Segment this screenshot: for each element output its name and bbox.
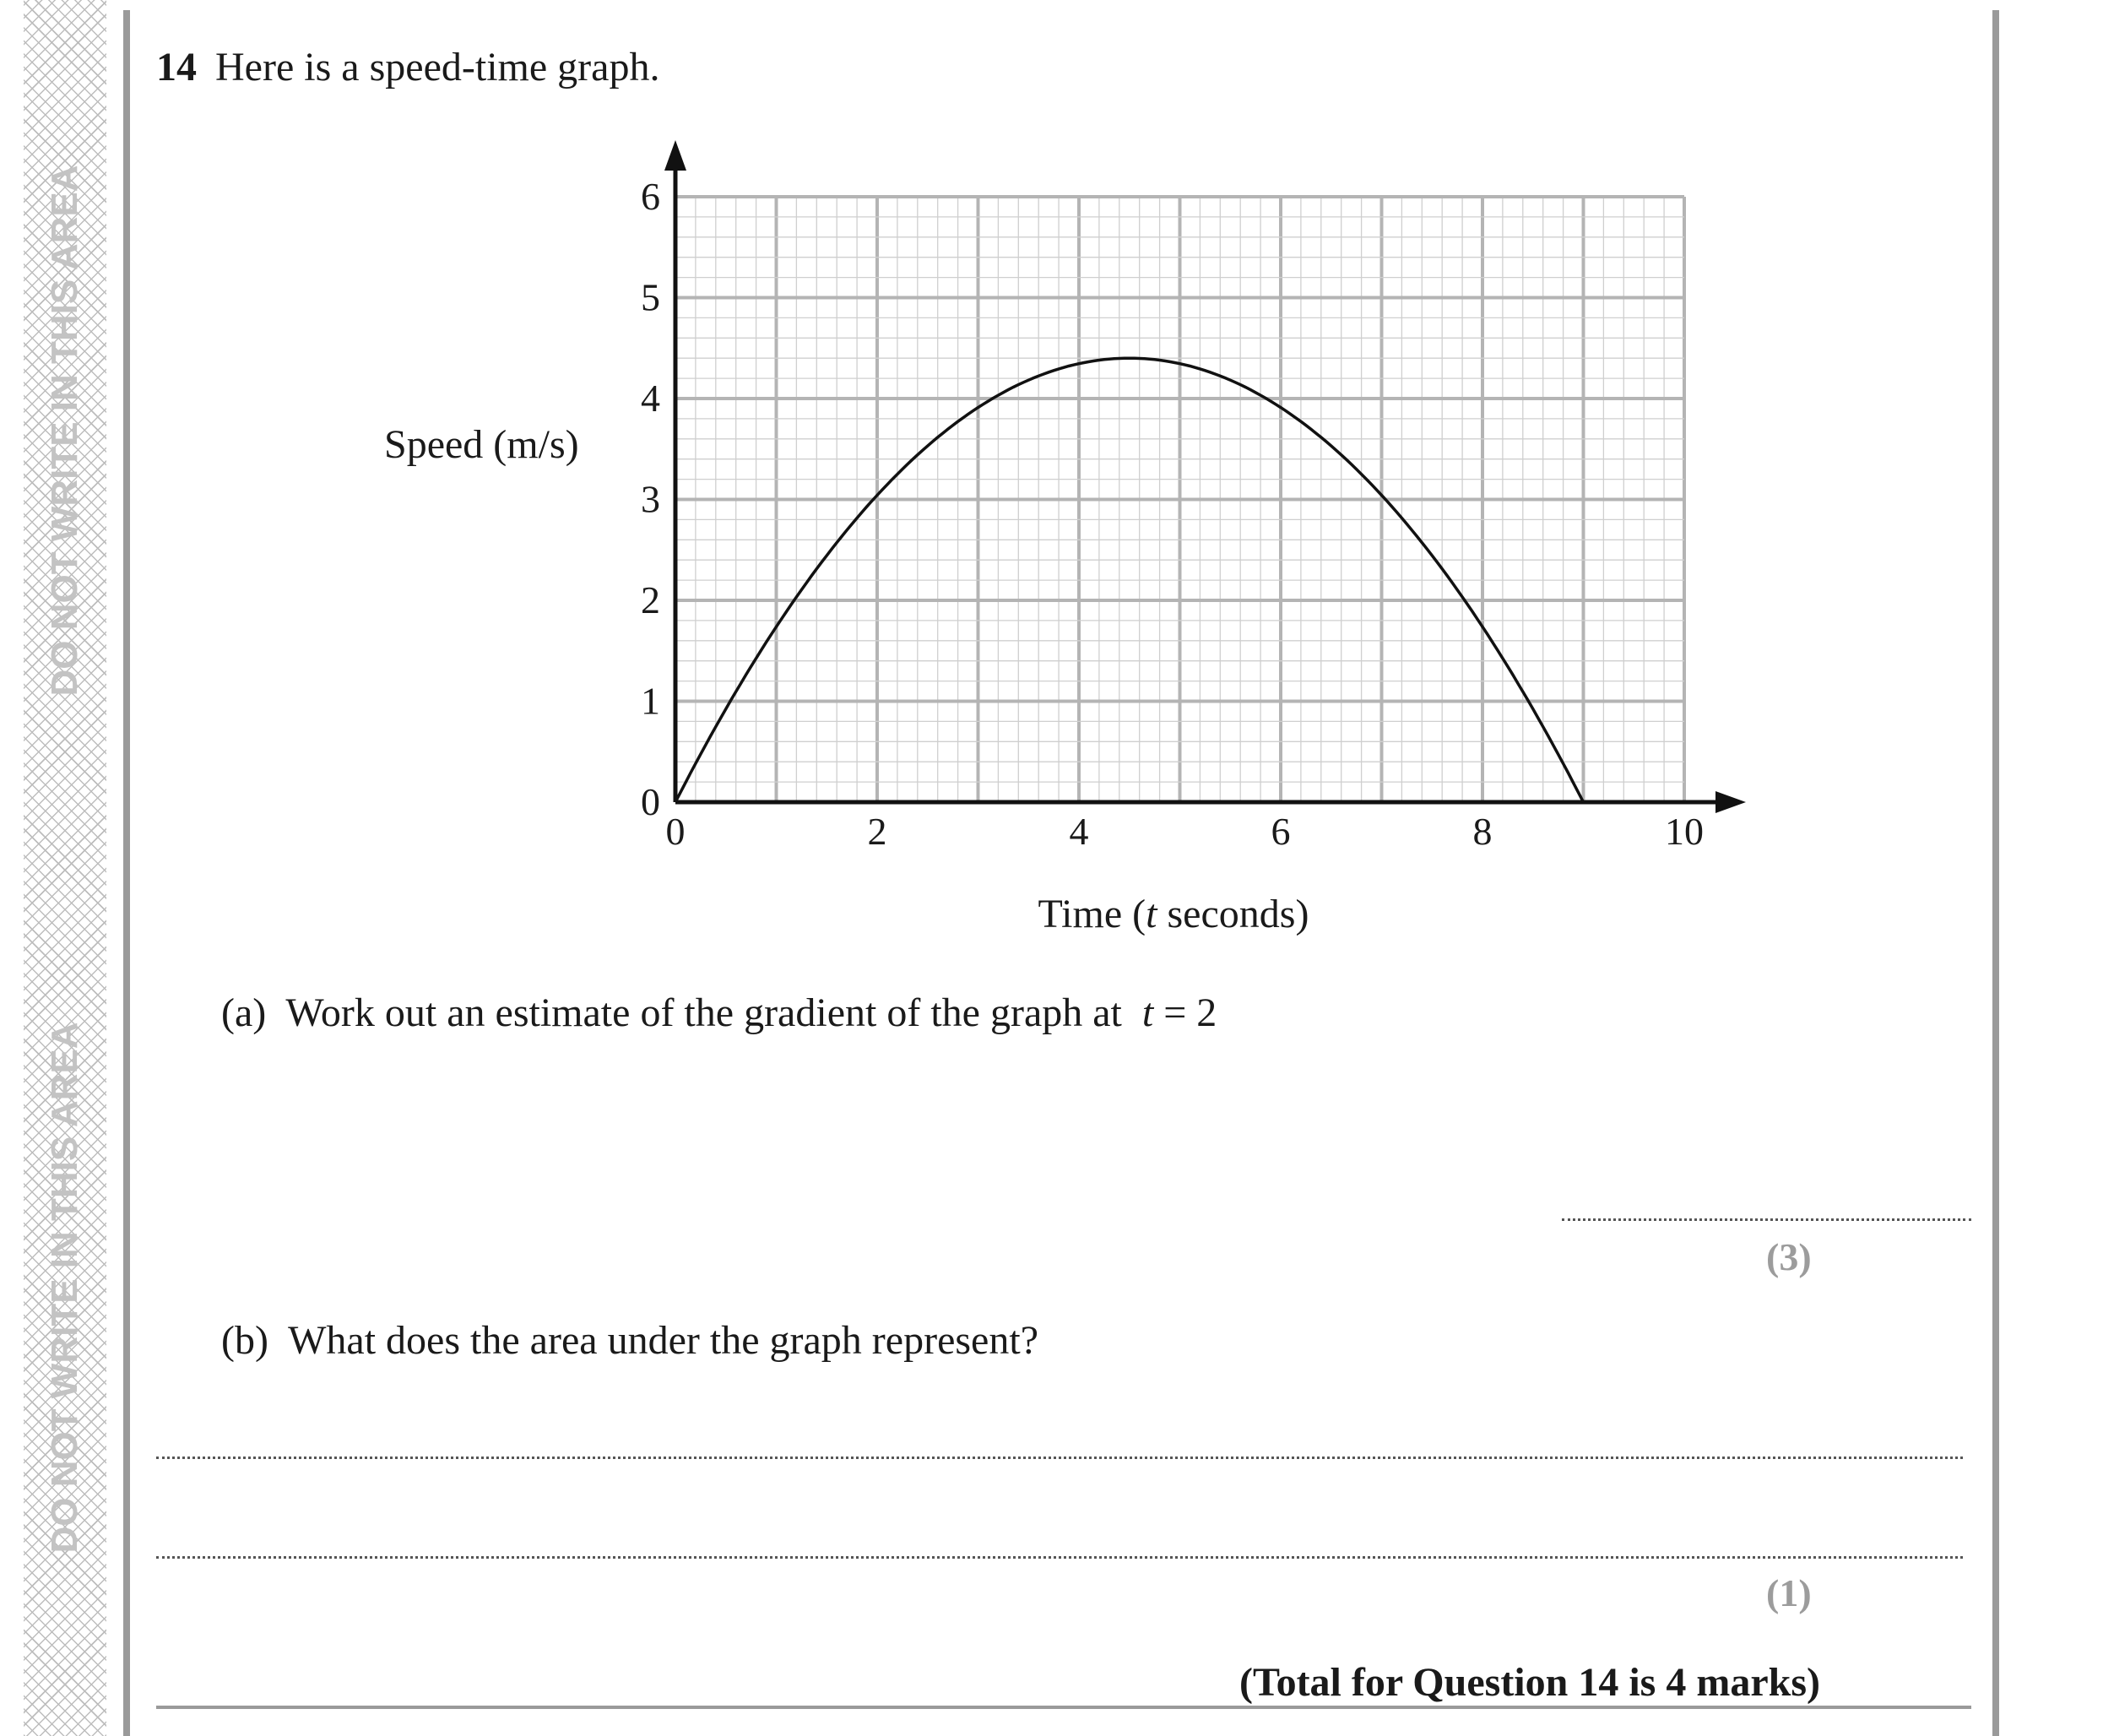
part-a-answer-line[interactable] bbox=[1562, 1218, 1971, 1221]
part-b-text: What does the area under the graph represent? bbox=[288, 1318, 1038, 1363]
x-axis-label-var: t bbox=[1146, 892, 1157, 936]
tick-labels bbox=[641, 175, 1704, 853]
y-tick-label: 4 bbox=[641, 377, 660, 420]
question-intro: Here is a speed-time graph. bbox=[215, 45, 660, 90]
margin-warning-bottom: DO NOT WRITE IN THIS AREA bbox=[44, 1022, 85, 1554]
x-axis-label-pre: Time ( bbox=[1038, 892, 1146, 936]
x-axis-label bbox=[1038, 892, 1309, 936]
question-total: (Total for Question 14 is 4 marks) bbox=[1238, 1660, 1820, 1705]
part-a-label: (a) bbox=[221, 990, 267, 1035]
part-b-answer-line-2[interactable] bbox=[156, 1556, 1963, 1559]
part-a-rest: = 2 bbox=[1153, 990, 1217, 1035]
x-axis-arrow-icon bbox=[1715, 791, 1746, 813]
x-tick-label: 10 bbox=[1665, 810, 1704, 853]
y-tick-label: 3 bbox=[641, 477, 660, 521]
part-a-marks: (3) bbox=[1766, 1235, 1812, 1278]
x-tick-label: 0 bbox=[665, 810, 686, 853]
part-a-question bbox=[221, 990, 1217, 1036]
x-axis-label-post: seconds) bbox=[1157, 892, 1309, 936]
y-tick-label: 2 bbox=[641, 578, 660, 621]
part-b-question bbox=[221, 1317, 1038, 1364]
part-b-marks: (1) bbox=[1766, 1571, 1812, 1614]
margin-warning-top: DO NOT WRITE IN THIS AREA bbox=[44, 165, 85, 697]
part-b-answer-line-1[interactable] bbox=[156, 1457, 1963, 1459]
bottom-rule bbox=[156, 1706, 1971, 1709]
x-tick-label: 6 bbox=[1271, 810, 1291, 853]
part-b-label: (b) bbox=[221, 1318, 268, 1363]
y-axis-label: Speed (m/s) bbox=[384, 422, 579, 467]
x-tick-label: 2 bbox=[867, 810, 887, 853]
x-tick-label: 4 bbox=[1069, 810, 1089, 853]
x-tick-label: 8 bbox=[1472, 810, 1493, 853]
y-tick-label: 6 bbox=[641, 175, 660, 218]
part-a-var: t bbox=[1141, 990, 1154, 1035]
y-tick-label: 1 bbox=[641, 679, 660, 723]
y-tick-label: 0 bbox=[641, 780, 660, 823]
part-a-text: Work out an estimate of the gradient of the graph at bbox=[285, 990, 1122, 1035]
question-number: 14 bbox=[156, 45, 197, 90]
y-tick-label: 5 bbox=[641, 275, 660, 319]
y-axis-arrow-icon bbox=[664, 140, 686, 171]
